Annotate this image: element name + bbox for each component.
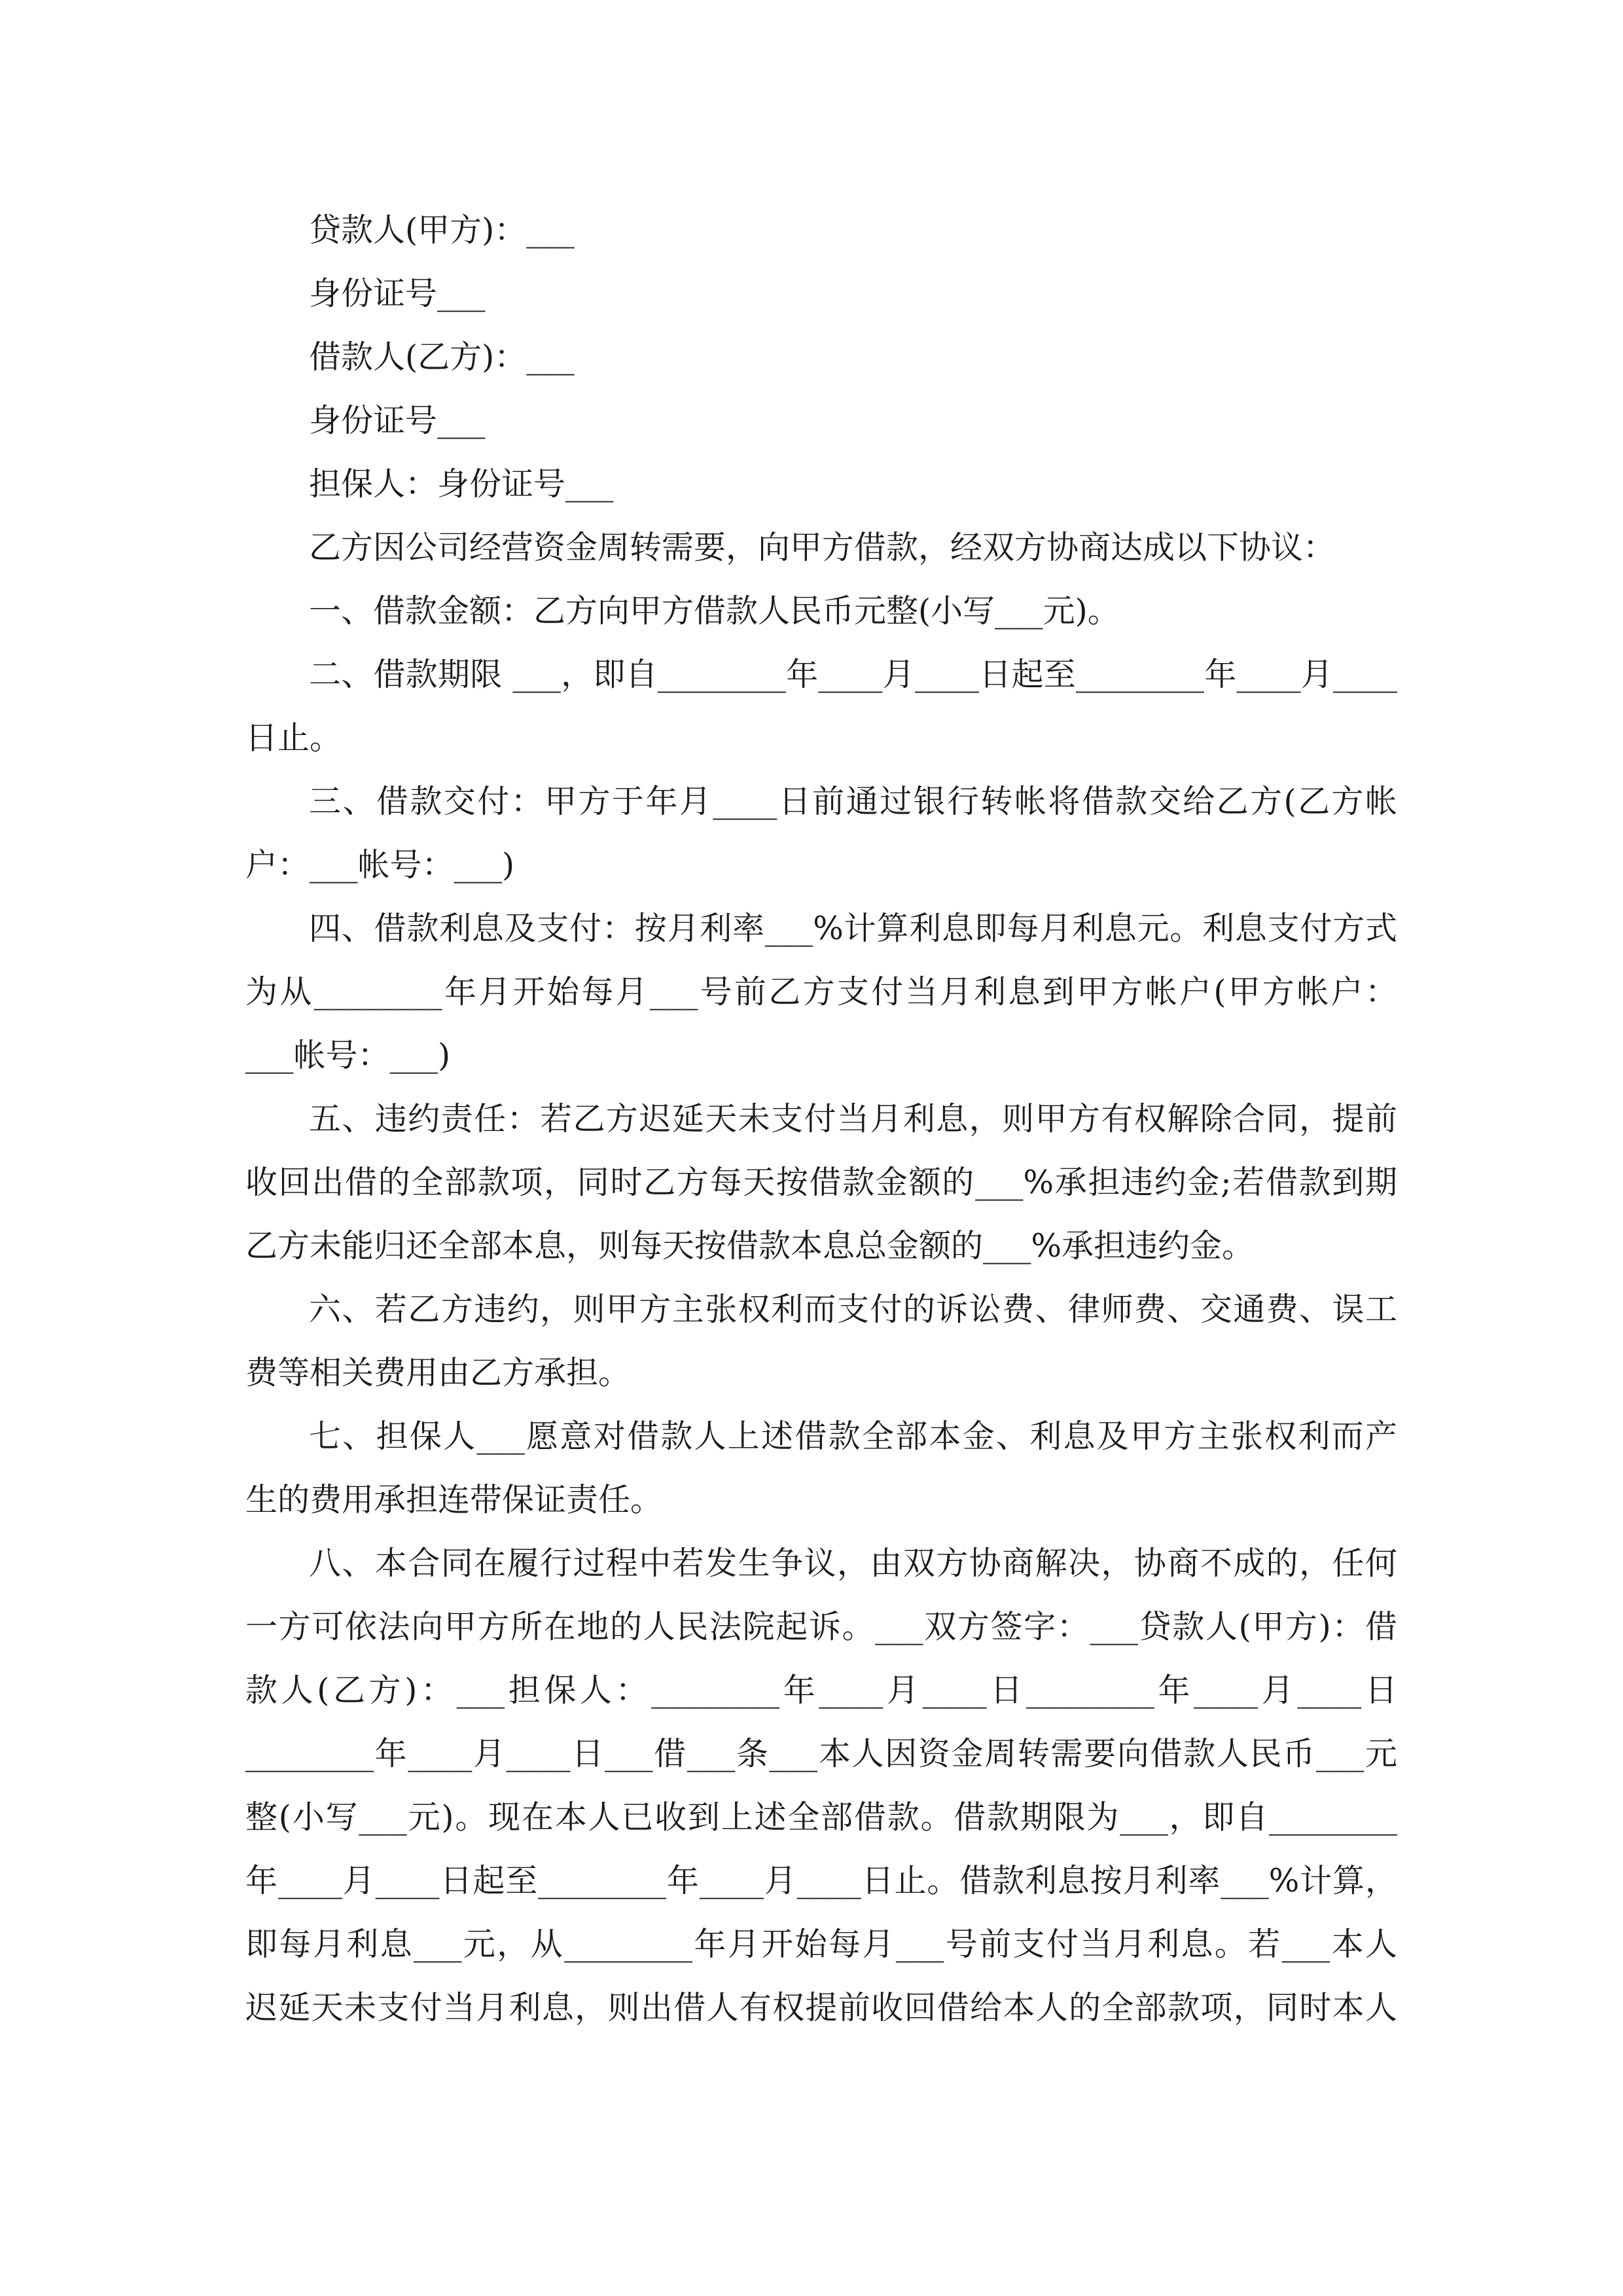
borrower-id-line: 身份证号___ bbox=[309, 402, 486, 439]
iou-line: ________年____月____日___借___条___本人因资金周转需要向借款人民币___元 bbox=[245, 1735, 1397, 1772]
clause-3-line: 户：___帐号：___) bbox=[245, 846, 515, 884]
clause-8-line: 八、本合同在履行过程中若发生争议，由双方协商解决，协商不成的，任何 bbox=[309, 1545, 1397, 1582]
clause-7-line: 七、担保人___愿意对借款人上述借款全部本金、利息及甲方主张权利而产 bbox=[309, 1418, 1397, 1455]
clause-3-line: 三、借款交付：甲方于年月____日前通过银行转帐将借款交给乙方(乙方帐 bbox=[309, 783, 1397, 820]
clause-1-line: 一、借款金额：乙方向甲方借款人民币元整(小写___元)。 bbox=[309, 592, 1120, 630]
guarantor-line: 担保人：身份证号___ bbox=[309, 465, 614, 503]
clause-7-line: 生的费用承担连带保证责任。 bbox=[245, 1481, 663, 1518]
clause-5-line: 五、违约责任：若乙方迟延天未支付当月利息，则甲方有权解除合同，提前 bbox=[309, 1100, 1397, 1138]
lender-line: 贷款人(甲方)：___ bbox=[309, 211, 575, 249]
clause-5-line: 乙方未能归还全部本息，则每天按借款本息总金额的___%承担违约金。 bbox=[245, 1227, 1255, 1265]
preamble-line: 乙方因公司经营资金周转需要，向甲方借款，经双方协商达成以下协议： bbox=[309, 529, 1336, 566]
clause-4-line: ___帐号：___) bbox=[245, 1037, 451, 1074]
clause-4-line: 为从________年月开始每月___号前乙方支付当月利息到甲方帐户(甲方帐户： bbox=[245, 973, 1397, 1011]
clause-2-line: 二、借款期限 ___，即自________年____月____日起至________年____月____ bbox=[309, 656, 1397, 693]
signature-line: 款人(乙方)：___担保人：________年____月____日________年____月____日 bbox=[245, 1672, 1397, 1709]
clause-2-line: 日止。 bbox=[245, 719, 342, 757]
clause-6-line: 费等相关费用由乙方承担。 bbox=[245, 1354, 631, 1391]
iou-line: 迟延天未支付当月利息，则出借人有权提前收回借给本人的全部款项，同时本人 bbox=[245, 1989, 1397, 2026]
clause-4-line: 四、借款利息及支付：按月利率___%计算利息即每月利息元。利息支付方式 bbox=[309, 910, 1397, 947]
lender-id-line: 身份证号___ bbox=[309, 275, 486, 312]
clause-5-line: 收回出借的全部款项，同时乙方每天按借款金额的___%承担违约金;若借款到期 bbox=[245, 1164, 1397, 1201]
clause-8-line: 一方可依法向甲方所在地的人民法院起诉。___双方签字：___贷款人(甲方)：借 bbox=[245, 1608, 1397, 1645]
iou-line: 即每月利息___元，从________年月开始每月___号前支付当月利息。若___本人 bbox=[245, 1926, 1397, 1963]
iou-line: 整(小写___元)。现在本人已收到上述全部借款。借款期限为___，即自________ bbox=[245, 1799, 1397, 1836]
iou-line: 年____月____日起至________年____月____日止。借款利息按月利率___%计算， bbox=[245, 1862, 1397, 1899]
clause-6-line: 六、若乙方违约，则甲方主张权利而支付的诉讼费、律师费、交通费、误工 bbox=[309, 1291, 1397, 1328]
borrower-line: 借款人(乙方)：___ bbox=[309, 338, 575, 376]
